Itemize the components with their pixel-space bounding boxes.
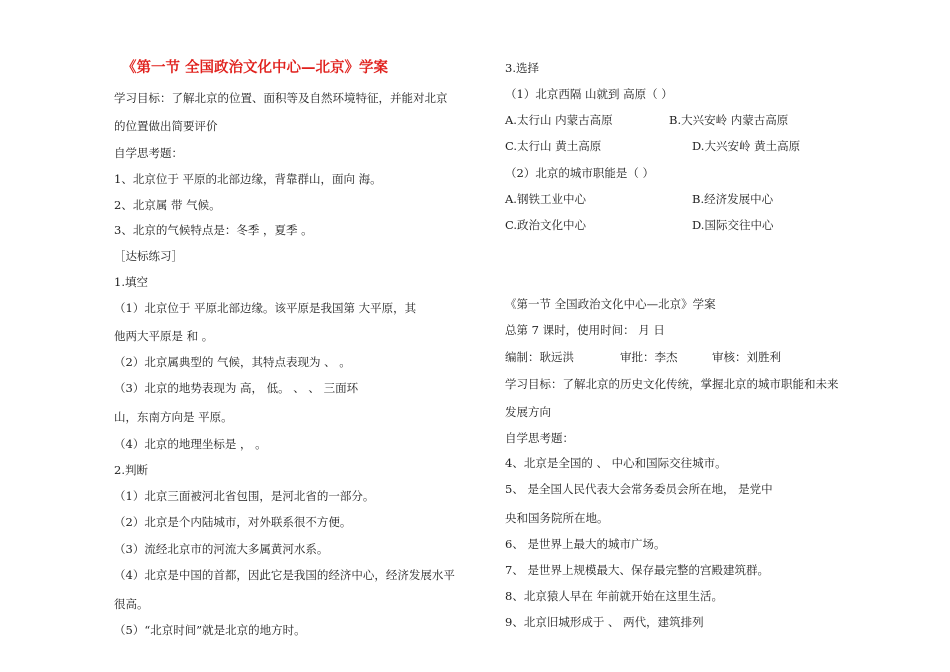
choice-question-2: （2）北京的城市职能是（ ） [505, 166, 654, 180]
judge-item-2: （2）北京是个内陆城市，对外联系很不方便。 [114, 515, 352, 529]
judge-item-5: （5）“北京时间”就是北京的地方时。 [114, 623, 306, 637]
practice-header: ［达标练习］ [114, 249, 183, 263]
choice-1-option-d: D.大兴安岭 黄土高原 [692, 139, 801, 153]
judge-item-4-line2: 很高。 [114, 597, 149, 611]
choose-header: 3.选择 [505, 61, 539, 75]
question-5-line2: 央和国务院所在地。 [505, 511, 609, 525]
judge-item-1: （1）北京三面被河北省包围，是河北省的一部分。 [114, 489, 375, 503]
choice-2-option-d: D.国际交往中心 [692, 218, 774, 232]
lesson-info: 总第 7 课时，使用时间： 月 日 [505, 323, 665, 337]
learning-goal-2-line1: 学习目标：了解北京的历史文化传统，掌握北京的城市职能和未来 [505, 377, 839, 391]
page-title: 《第一节 全国政治文化中心—北京》学案 [122, 59, 389, 76]
fill-blank-header: 1.填空 [114, 275, 148, 289]
self-study-header-2: 自学思考题： [505, 431, 574, 445]
choice-1-option-a: A.太行山 内蒙古高原 [505, 113, 613, 127]
question-9: 9、北京旧城形成于 、 两代，建筑排列 [505, 615, 704, 629]
judge-item-3: （3）流经北京市的河流大多属黄河水系。 [114, 542, 329, 556]
choice-1-option-c: C.太行山 黄土高原 [505, 139, 602, 153]
judge-item-4-line1: （4）北京是中国的首都，因此它是我国的经济中心，经济发展水平 [114, 568, 455, 582]
choice-1-option-b: B.大兴安岭 内蒙古高原 [669, 113, 789, 127]
self-study-header: 自学思考题： [114, 146, 183, 160]
fill-item-4: （4）北京的地理坐标是 ， 。 [114, 437, 267, 451]
learning-goal-line2: 的位置做出简要评价 [114, 119, 218, 133]
fill-item-2: （2）北京属典型的 气候，其特点表现为 、 。 [114, 355, 351, 369]
fill-item-3-line2: 山，东南方向是 平原。 [114, 410, 233, 424]
fill-item-1-line1: （1）北京位于 平原北部边缘。该平原是我国第 大平原，其 [114, 301, 417, 315]
question-8: 8、北京猿人早在 年前就开始在这里生活。 [505, 589, 723, 603]
question-1: 1、北京位于 平原的北部边缘，背靠群山，面向 海。 [114, 172, 382, 186]
question-7: 7、 是世界上规模最大、保存最完整的宫殿建筑群。 [505, 563, 769, 577]
question-6: 6、 是世界上最大的城市广场。 [505, 537, 666, 551]
choice-2-option-c: C.政治文化中心 [505, 218, 587, 232]
editor-label: 编制：耿远洪 [505, 350, 574, 364]
question-3: 3、北京的气候特点是：冬季 ，夏季 。 [114, 223, 313, 237]
judge-header: 2.判断 [114, 463, 148, 477]
choice-2-option-a: A.钢铁工业中心 [505, 192, 586, 206]
question-5-line1: 5、 是全国人民代表大会常务委员会所在地， 是党中 [505, 482, 773, 496]
approver-label: 审批：李杰 [620, 350, 678, 364]
checker-label: 审核：刘胜利 [712, 350, 781, 364]
question-4: 4、北京是全国的 、 中心和国际交往城市。 [505, 456, 727, 470]
second-title: 《第一节 全国政治文化中心—北京》学案 [505, 297, 716, 311]
fill-item-3-line1: （3）北京的地势表现为 高， 低。 、 、 三面环 [114, 381, 359, 395]
choice-2-option-b: B.经济发展中心 [692, 192, 774, 206]
choice-question-1: （1）北京西隔 山就到 高原（ ） [505, 87, 673, 101]
learning-goal-line1: 学习目标：了解北京的位置、面积等及自然环境特征，并能对北京 [114, 91, 448, 105]
fill-item-1-line2: 他两大平原是 和 。 [114, 329, 214, 343]
question-2: 2、北京属 带 气候。 [114, 198, 221, 212]
learning-goal-2-line2: 发展方向 [505, 405, 551, 419]
